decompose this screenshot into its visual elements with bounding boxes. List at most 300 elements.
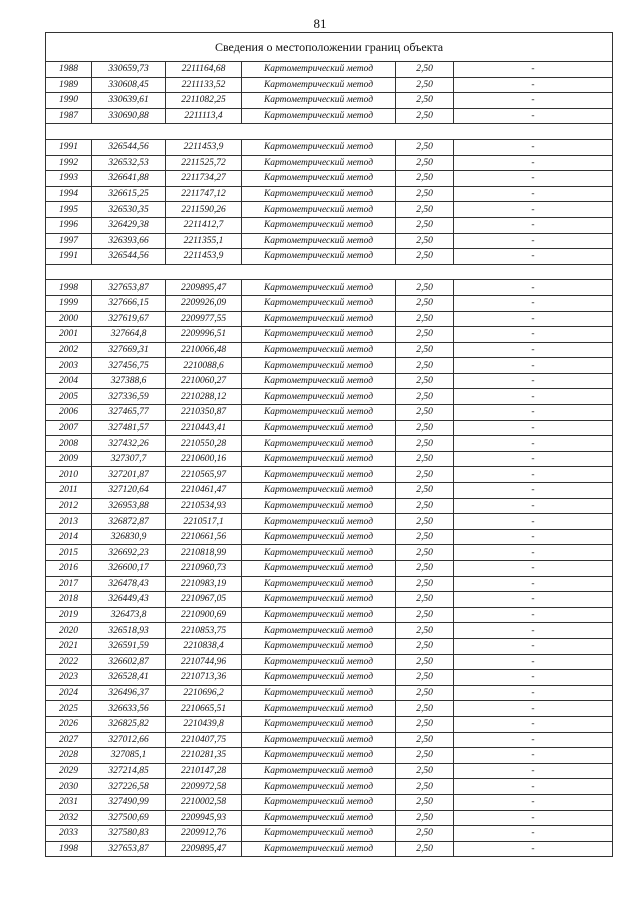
method-cell: Картометрический метод xyxy=(242,748,396,764)
description-cell: - xyxy=(454,779,613,795)
table-row xyxy=(46,311,613,327)
table-row xyxy=(46,732,613,748)
x-coordinate-cell: 327120,64 xyxy=(92,483,166,499)
table-row xyxy=(46,62,613,78)
group-separator-row xyxy=(46,124,613,140)
accuracy-cell: 2,50 xyxy=(396,155,454,171)
point-number-cell: 2017 xyxy=(46,576,92,592)
table-row xyxy=(46,327,613,343)
description-cell: - xyxy=(454,451,613,467)
point-number-cell: 1997 xyxy=(46,233,92,249)
point-number-cell: 2010 xyxy=(46,467,92,483)
point-number-cell: 1998 xyxy=(46,280,92,296)
x-coordinate-cell: 327664,8 xyxy=(92,327,166,343)
description-cell: - xyxy=(454,280,613,296)
x-coordinate-cell: 326830,9 xyxy=(92,529,166,545)
x-coordinate-cell: 326528,41 xyxy=(92,670,166,686)
x-coordinate-cell: 327432,26 xyxy=(92,436,166,452)
method-cell: Картометрический метод xyxy=(242,607,396,623)
method-cell: Картометрический метод xyxy=(242,545,396,561)
x-coordinate-cell: 330659,73 xyxy=(92,62,166,78)
x-coordinate-cell: 327307,7 xyxy=(92,451,166,467)
accuracy-cell: 2,50 xyxy=(396,670,454,686)
description-cell: - xyxy=(454,186,613,202)
point-number-cell: 2008 xyxy=(46,436,92,452)
method-cell: Картометрический метод xyxy=(242,451,396,467)
description-cell: - xyxy=(454,514,613,530)
method-cell: Картометрический метод xyxy=(242,311,396,327)
accuracy-cell: 2,50 xyxy=(396,701,454,717)
point-number-cell: 2004 xyxy=(46,373,92,389)
point-number-cell: 2025 xyxy=(46,701,92,717)
point-number-cell: 2016 xyxy=(46,561,92,577)
table-row xyxy=(46,186,613,202)
point-number-cell: 1999 xyxy=(46,295,92,311)
y-coordinate-cell: 2210350,87 xyxy=(166,405,242,421)
accuracy-cell: 2,50 xyxy=(396,654,454,670)
accuracy-cell: 2,50 xyxy=(396,576,454,592)
method-cell: Картометрический метод xyxy=(242,171,396,187)
description-cell: - xyxy=(454,670,613,686)
x-coordinate-cell: 326530,35 xyxy=(92,202,166,218)
table-row xyxy=(46,826,613,842)
table-row xyxy=(46,467,613,483)
method-cell: Картометрический метод xyxy=(242,467,396,483)
description-cell: - xyxy=(454,171,613,187)
accuracy-cell: 2,50 xyxy=(396,514,454,530)
description-cell: - xyxy=(454,685,613,701)
table-title: Сведения о местоположении границ объекта xyxy=(46,33,613,62)
y-coordinate-cell: 2209977,55 xyxy=(166,311,242,327)
y-coordinate-cell: 2209972,58 xyxy=(166,779,242,795)
y-coordinate-cell: 2211113,4 xyxy=(166,108,242,124)
y-coordinate-cell: 2209912,76 xyxy=(166,826,242,842)
method-cell: Картометрический метод xyxy=(242,295,396,311)
method-cell: Картометрический метод xyxy=(242,841,396,857)
description-cell: - xyxy=(454,249,613,265)
point-number-cell: 1991 xyxy=(46,139,92,155)
accuracy-cell: 2,50 xyxy=(396,545,454,561)
method-cell: Картометрический метод xyxy=(242,186,396,202)
method-cell: Картометрический метод xyxy=(242,498,396,514)
point-number-cell: 2032 xyxy=(46,810,92,826)
x-coordinate-cell: 326591,59 xyxy=(92,638,166,654)
y-coordinate-cell: 2209926,09 xyxy=(166,295,242,311)
table-row xyxy=(46,561,613,577)
point-number-cell: 1995 xyxy=(46,202,92,218)
y-coordinate-cell: 2210088,6 xyxy=(166,358,242,374)
table-row xyxy=(46,685,613,701)
y-coordinate-cell: 2211453,9 xyxy=(166,249,242,265)
method-cell: Картометрический метод xyxy=(242,483,396,499)
x-coordinate-cell: 327666,15 xyxy=(92,295,166,311)
point-number-cell: 2015 xyxy=(46,545,92,561)
description-cell: - xyxy=(454,561,613,577)
y-coordinate-cell: 2209895,47 xyxy=(166,841,242,857)
accuracy-cell: 2,50 xyxy=(396,389,454,405)
accuracy-cell: 2,50 xyxy=(396,436,454,452)
table-row xyxy=(46,670,613,686)
description-cell: - xyxy=(454,763,613,779)
accuracy-cell: 2,50 xyxy=(396,233,454,249)
accuracy-cell: 2,50 xyxy=(396,327,454,343)
accuracy-cell: 2,50 xyxy=(396,638,454,654)
point-number-cell: 2002 xyxy=(46,342,92,358)
table-row xyxy=(46,451,613,467)
method-cell: Картометрический метод xyxy=(242,561,396,577)
point-number-cell: 2026 xyxy=(46,716,92,732)
accuracy-cell: 2,50 xyxy=(396,779,454,795)
table-row xyxy=(46,108,613,124)
y-coordinate-cell: 2209945,93 xyxy=(166,810,242,826)
y-coordinate-cell: 2210534,93 xyxy=(166,498,242,514)
description-cell: - xyxy=(454,654,613,670)
point-number-cell: 2023 xyxy=(46,670,92,686)
x-coordinate-cell: 327490,99 xyxy=(92,794,166,810)
x-coordinate-cell: 326532,53 xyxy=(92,155,166,171)
accuracy-cell: 2,50 xyxy=(396,295,454,311)
method-cell: Картометрический метод xyxy=(242,139,396,155)
table-row xyxy=(46,139,613,155)
description-cell: - xyxy=(454,77,613,93)
description-cell: - xyxy=(454,405,613,421)
description-cell: - xyxy=(454,295,613,311)
description-cell: - xyxy=(454,826,613,842)
x-coordinate-cell: 327500,69 xyxy=(92,810,166,826)
table-row xyxy=(46,155,613,171)
y-coordinate-cell: 2211164,68 xyxy=(166,62,242,78)
accuracy-cell: 2,50 xyxy=(396,561,454,577)
description-cell: - xyxy=(454,108,613,124)
accuracy-cell: 2,50 xyxy=(396,794,454,810)
y-coordinate-cell: 2210407,75 xyxy=(166,732,242,748)
method-cell: Картометрический метод xyxy=(242,280,396,296)
method-cell: Картометрический метод xyxy=(242,217,396,233)
y-coordinate-cell: 2211525,72 xyxy=(166,155,242,171)
x-coordinate-cell: 327388,6 xyxy=(92,373,166,389)
x-coordinate-cell: 326473,8 xyxy=(92,607,166,623)
accuracy-cell: 2,50 xyxy=(396,311,454,327)
accuracy-cell: 2,50 xyxy=(396,202,454,218)
table-row xyxy=(46,280,613,296)
x-coordinate-cell: 330639,61 xyxy=(92,93,166,109)
description-cell: - xyxy=(454,732,613,748)
table-row xyxy=(46,436,613,452)
y-coordinate-cell: 2209895,47 xyxy=(166,280,242,296)
method-cell: Картометрический метод xyxy=(242,638,396,654)
point-number-cell: 2005 xyxy=(46,389,92,405)
y-coordinate-cell: 2210060,27 xyxy=(166,373,242,389)
description-cell: - xyxy=(454,467,613,483)
point-number-cell: 2001 xyxy=(46,327,92,343)
table-row xyxy=(46,342,613,358)
method-cell: Картометрический метод xyxy=(242,342,396,358)
accuracy-cell: 2,50 xyxy=(396,108,454,124)
description-cell: - xyxy=(454,202,613,218)
method-cell: Картометрический метод xyxy=(242,436,396,452)
x-coordinate-cell: 326692,23 xyxy=(92,545,166,561)
point-number-cell: 1998 xyxy=(46,841,92,857)
y-coordinate-cell: 2210002,58 xyxy=(166,794,242,810)
y-coordinate-cell: 2211747,12 xyxy=(166,186,242,202)
method-cell: Картометрический метод xyxy=(242,810,396,826)
point-number-cell: 1992 xyxy=(46,155,92,171)
y-coordinate-cell: 2211453,9 xyxy=(166,139,242,155)
x-coordinate-cell: 327653,87 xyxy=(92,280,166,296)
method-cell: Картометрический метод xyxy=(242,249,396,265)
table-row xyxy=(46,592,613,608)
page-number: 81 xyxy=(313,16,327,31)
x-coordinate-cell: 326544,56 xyxy=(92,139,166,155)
method-cell: Картометрический метод xyxy=(242,670,396,686)
y-coordinate-cell: 2210288,12 xyxy=(166,389,242,405)
x-coordinate-cell: 326393,66 xyxy=(92,233,166,249)
x-coordinate-cell: 326615,25 xyxy=(92,186,166,202)
x-coordinate-cell: 327226,58 xyxy=(92,779,166,795)
accuracy-cell: 2,50 xyxy=(396,342,454,358)
method-cell: Картометрический метод xyxy=(242,763,396,779)
accuracy-cell: 2,50 xyxy=(396,685,454,701)
y-coordinate-cell: 2210744,96 xyxy=(166,654,242,670)
point-number-cell: 1994 xyxy=(46,186,92,202)
accuracy-cell: 2,50 xyxy=(396,420,454,436)
point-number-cell: 2000 xyxy=(46,311,92,327)
point-number-cell: 2033 xyxy=(46,826,92,842)
table-row xyxy=(46,841,613,857)
x-coordinate-cell: 327669,31 xyxy=(92,342,166,358)
y-coordinate-cell: 2210967,05 xyxy=(166,592,242,608)
point-number-cell: 1991 xyxy=(46,249,92,265)
y-coordinate-cell: 2210713,36 xyxy=(166,670,242,686)
point-number-cell: 2024 xyxy=(46,685,92,701)
accuracy-cell: 2,50 xyxy=(396,373,454,389)
y-coordinate-cell: 2210281,35 xyxy=(166,748,242,764)
y-coordinate-cell: 2210517,1 xyxy=(166,514,242,530)
description-cell: - xyxy=(454,373,613,389)
x-coordinate-cell: 327456,75 xyxy=(92,358,166,374)
y-coordinate-cell: 2210960,73 xyxy=(166,561,242,577)
method-cell: Картометрический метод xyxy=(242,93,396,109)
accuracy-cell: 2,50 xyxy=(396,358,454,374)
accuracy-cell: 2,50 xyxy=(396,77,454,93)
accuracy-cell: 2,50 xyxy=(396,405,454,421)
method-cell: Картометрический метод xyxy=(242,405,396,421)
point-number-cell: 2018 xyxy=(46,592,92,608)
table-row xyxy=(46,545,613,561)
point-number-cell: 1996 xyxy=(46,217,92,233)
description-cell: - xyxy=(454,311,613,327)
table-row xyxy=(46,763,613,779)
description-cell: - xyxy=(454,810,613,826)
y-coordinate-cell: 2209996,51 xyxy=(166,327,242,343)
y-coordinate-cell: 2210696,2 xyxy=(166,685,242,701)
table-row xyxy=(46,389,613,405)
method-cell: Картометрический метод xyxy=(242,623,396,639)
x-coordinate-cell: 326602,87 xyxy=(92,654,166,670)
y-coordinate-cell: 2210565,97 xyxy=(166,467,242,483)
method-cell: Картометрический метод xyxy=(242,327,396,343)
point-number-cell: 2007 xyxy=(46,420,92,436)
description-cell: - xyxy=(454,62,613,78)
method-cell: Картометрический метод xyxy=(242,701,396,717)
method-cell: Картометрический метод xyxy=(242,576,396,592)
point-number-cell: 1990 xyxy=(46,93,92,109)
table-row xyxy=(46,529,613,545)
y-coordinate-cell: 2210439,8 xyxy=(166,716,242,732)
point-number-cell: 2029 xyxy=(46,763,92,779)
table-row xyxy=(46,794,613,810)
y-coordinate-cell: 2210838,4 xyxy=(166,638,242,654)
accuracy-cell: 2,50 xyxy=(396,467,454,483)
method-cell: Картометрический метод xyxy=(242,514,396,530)
method-cell: Картометрический метод xyxy=(242,202,396,218)
point-number-cell: 1987 xyxy=(46,108,92,124)
point-number-cell: 2012 xyxy=(46,498,92,514)
x-coordinate-cell: 326633,56 xyxy=(92,701,166,717)
accuracy-cell: 2,50 xyxy=(396,841,454,857)
description-cell: - xyxy=(454,233,613,249)
x-coordinate-cell: 327085,1 xyxy=(92,748,166,764)
point-number-cell: 2019 xyxy=(46,607,92,623)
table-row xyxy=(46,171,613,187)
description-cell: - xyxy=(454,155,613,171)
x-coordinate-cell: 327201,87 xyxy=(92,467,166,483)
accuracy-cell: 2,50 xyxy=(396,498,454,514)
accuracy-cell: 2,50 xyxy=(396,732,454,748)
table-row xyxy=(46,217,613,233)
description-cell: - xyxy=(454,389,613,405)
description-cell: - xyxy=(454,327,613,343)
accuracy-cell: 2,50 xyxy=(396,451,454,467)
method-cell: Картометрический метод xyxy=(242,233,396,249)
x-coordinate-cell: 326825,82 xyxy=(92,716,166,732)
table-row xyxy=(46,779,613,795)
table-row xyxy=(46,249,613,265)
y-coordinate-cell: 2210983,19 xyxy=(166,576,242,592)
description-cell: - xyxy=(454,623,613,639)
y-coordinate-cell: 2210900,69 xyxy=(166,607,242,623)
y-coordinate-cell: 2210600,16 xyxy=(166,451,242,467)
method-cell: Картометрический метод xyxy=(242,358,396,374)
point-number-cell: 2030 xyxy=(46,779,92,795)
method-cell: Картометрический метод xyxy=(242,716,396,732)
x-coordinate-cell: 327653,87 xyxy=(92,841,166,857)
boundary-table xyxy=(45,32,613,857)
y-coordinate-cell: 2210066,48 xyxy=(166,342,242,358)
description-cell: - xyxy=(454,576,613,592)
table-row xyxy=(46,810,613,826)
x-coordinate-cell: 326600,17 xyxy=(92,561,166,577)
x-coordinate-cell: 326429,38 xyxy=(92,217,166,233)
x-coordinate-cell: 326872,87 xyxy=(92,514,166,530)
x-coordinate-cell: 326953,88 xyxy=(92,498,166,514)
group-separator-row xyxy=(46,264,613,280)
table-row xyxy=(46,498,613,514)
table-row xyxy=(46,748,613,764)
method-cell: Картометрический метод xyxy=(242,592,396,608)
table-row xyxy=(46,77,613,93)
x-coordinate-cell: 326641,88 xyxy=(92,171,166,187)
accuracy-cell: 2,50 xyxy=(396,93,454,109)
description-cell: - xyxy=(454,342,613,358)
description-cell: - xyxy=(454,498,613,514)
description-cell: - xyxy=(454,436,613,452)
table-row xyxy=(46,716,613,732)
point-number-cell: 2020 xyxy=(46,623,92,639)
accuracy-cell: 2,50 xyxy=(396,810,454,826)
table-row xyxy=(46,405,613,421)
accuracy-cell: 2,50 xyxy=(396,483,454,499)
description-cell: - xyxy=(454,794,613,810)
method-cell: Картометрический метод xyxy=(242,420,396,436)
y-coordinate-cell: 2210818,99 xyxy=(166,545,242,561)
x-coordinate-cell: 327619,67 xyxy=(92,311,166,327)
y-coordinate-cell: 2210550,28 xyxy=(166,436,242,452)
x-coordinate-cell: 327465,77 xyxy=(92,405,166,421)
y-coordinate-cell: 2211082,25 xyxy=(166,93,242,109)
accuracy-cell: 2,50 xyxy=(396,763,454,779)
accuracy-cell: 2,50 xyxy=(396,280,454,296)
point-number-cell: 2006 xyxy=(46,405,92,421)
method-cell: Картометрический метод xyxy=(242,529,396,545)
y-coordinate-cell: 2211412,7 xyxy=(166,217,242,233)
point-number-cell: 1989 xyxy=(46,77,92,93)
y-coordinate-cell: 2210853,75 xyxy=(166,623,242,639)
table-row xyxy=(46,420,613,436)
accuracy-cell: 2,50 xyxy=(396,716,454,732)
table-row xyxy=(46,483,613,499)
description-cell: - xyxy=(454,638,613,654)
table-row xyxy=(46,295,613,311)
x-coordinate-cell: 326496,37 xyxy=(92,685,166,701)
table-row xyxy=(46,373,613,389)
description-cell: - xyxy=(454,592,613,608)
method-cell: Картометрический метод xyxy=(242,732,396,748)
accuracy-cell: 2,50 xyxy=(396,607,454,623)
y-coordinate-cell: 2211734,27 xyxy=(166,171,242,187)
table-row xyxy=(46,233,613,249)
table-row xyxy=(46,654,613,670)
point-number-cell: 2009 xyxy=(46,451,92,467)
accuracy-cell: 2,50 xyxy=(396,748,454,764)
table-row xyxy=(46,638,613,654)
y-coordinate-cell: 2211590,26 xyxy=(166,202,242,218)
y-coordinate-cell: 2210461,47 xyxy=(166,483,242,499)
table-row xyxy=(46,607,613,623)
y-coordinate-cell: 2211355,1 xyxy=(166,233,242,249)
x-coordinate-cell: 327336,59 xyxy=(92,389,166,405)
y-coordinate-cell: 2210665,51 xyxy=(166,701,242,717)
table-row xyxy=(46,358,613,374)
y-coordinate-cell: 2210147,28 xyxy=(166,763,242,779)
method-cell: Картометрический метод xyxy=(242,794,396,810)
x-coordinate-cell: 327012,66 xyxy=(92,732,166,748)
x-coordinate-cell: 326518,93 xyxy=(92,623,166,639)
table-row xyxy=(46,623,613,639)
accuracy-cell: 2,50 xyxy=(396,249,454,265)
accuracy-cell: 2,50 xyxy=(396,171,454,187)
table-row xyxy=(46,514,613,530)
method-cell: Картометрический метод xyxy=(242,685,396,701)
method-cell: Картометрический метод xyxy=(242,654,396,670)
table-row xyxy=(46,701,613,717)
description-cell: - xyxy=(454,93,613,109)
x-coordinate-cell: 326478,43 xyxy=(92,576,166,592)
description-cell: - xyxy=(454,607,613,623)
accuracy-cell: 2,50 xyxy=(396,623,454,639)
x-coordinate-cell: 330690,88 xyxy=(92,108,166,124)
description-cell: - xyxy=(454,420,613,436)
